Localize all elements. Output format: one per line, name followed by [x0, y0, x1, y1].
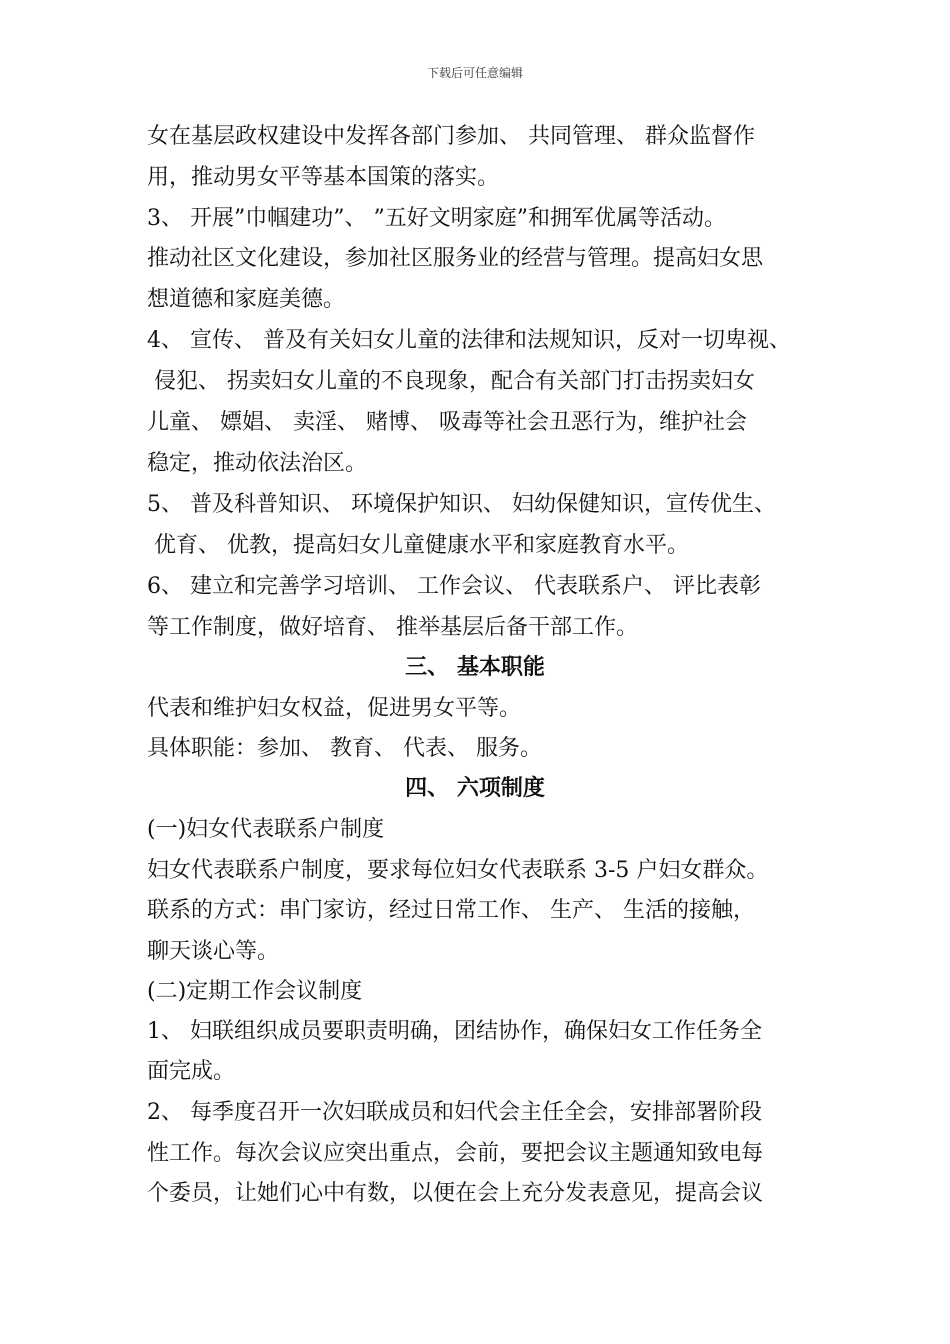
paragraph-line: 联系的方式：串门家访，经过日常工作、 生产、 生活的接触， [147, 898, 755, 923]
paragraph-line: 妇女代表联系户制度，要求每位妇女代表联系 3-5 户妇女群众。 [147, 858, 769, 883]
paragraph-line: 1、 妇联组织成员要职责明确，团结协作，确保妇女工作任务全 [147, 1019, 762, 1044]
paragraph-line: 聊天谈心等。 [147, 939, 280, 964]
page-header: 下载后可任意编辑 [426, 66, 523, 80]
section-heading: 四、 六项制度 [405, 776, 545, 801]
paragraph-line: 等工作制度，做好培育、 推举基层后备干部工作。 [147, 615, 638, 640]
paragraph-line: 2、 每季度召开一次妇联成员和妇代会主任全会，安排部署阶段 [147, 1100, 762, 1125]
paragraph-line: 推动社区文化建设，参加社区服务业的经营与管理。提高妇女思 [147, 246, 764, 271]
paragraph-line: 5、 普及科普知识、 环境保护知识、 妇幼保健知识，宣传优生、 [147, 492, 776, 517]
paragraph-line: 女在基层政权建设中发挥各部门参加、 共同管理、 群众监督作 [147, 124, 755, 149]
paragraph-line: 代表和维护妇女权益，促进男女平等。 [147, 696, 522, 721]
paragraph-line: 个委员，让她们心中有数，以便在会上充分发表意见，提高会议 [147, 1181, 764, 1206]
paragraph-line: 优育、 优教，提高妇女儿童健康水平和家庭教育水平。 [147, 533, 689, 558]
paragraph-line: 6、 建立和完善学习培训、 工作会议、 代表联系户、 评比表彰 [147, 574, 761, 599]
subsection-heading: (一)妇女代表联系户制度 [147, 817, 385, 842]
paragraph-line: 用，推动男女平等基本国策的落实。 [147, 165, 500, 190]
paragraph-line: 面完成。 [147, 1059, 236, 1084]
paragraph-line: 稳定，推动依法治区。 [147, 451, 368, 476]
paragraph-line: 想道德和家庭美德。 [147, 287, 346, 312]
paragraph-line: 4、 宣传、 普及有关妇女儿童的法律和法规知识，反对一切卑视、 [147, 328, 791, 353]
paragraph-line: 性工作。每次会议应突出重点，会前，要把会议主题通知致电每 [147, 1141, 764, 1166]
paragraph-line: 侵犯、 拐卖妇女儿童的不良现象，配合有关部门打击拐卖妇女 [147, 369, 755, 394]
paragraph-line: 具体职能：参加、 教育、 代表、 服务。 [147, 736, 542, 761]
subsection-heading: (二)定期工作会议制度 [147, 979, 363, 1004]
section-heading: 三、 基本职能 [405, 655, 545, 680]
paragraph-line: 儿童、 嫖娼、 卖淫、 赌博、 吸毒等社会丑恶行为，维护社会 [147, 410, 747, 435]
paragraph-line: 3、 开展”巾帼建功”、 ”五好文明家庭”和拥军优属等活动。 [147, 206, 726, 231]
